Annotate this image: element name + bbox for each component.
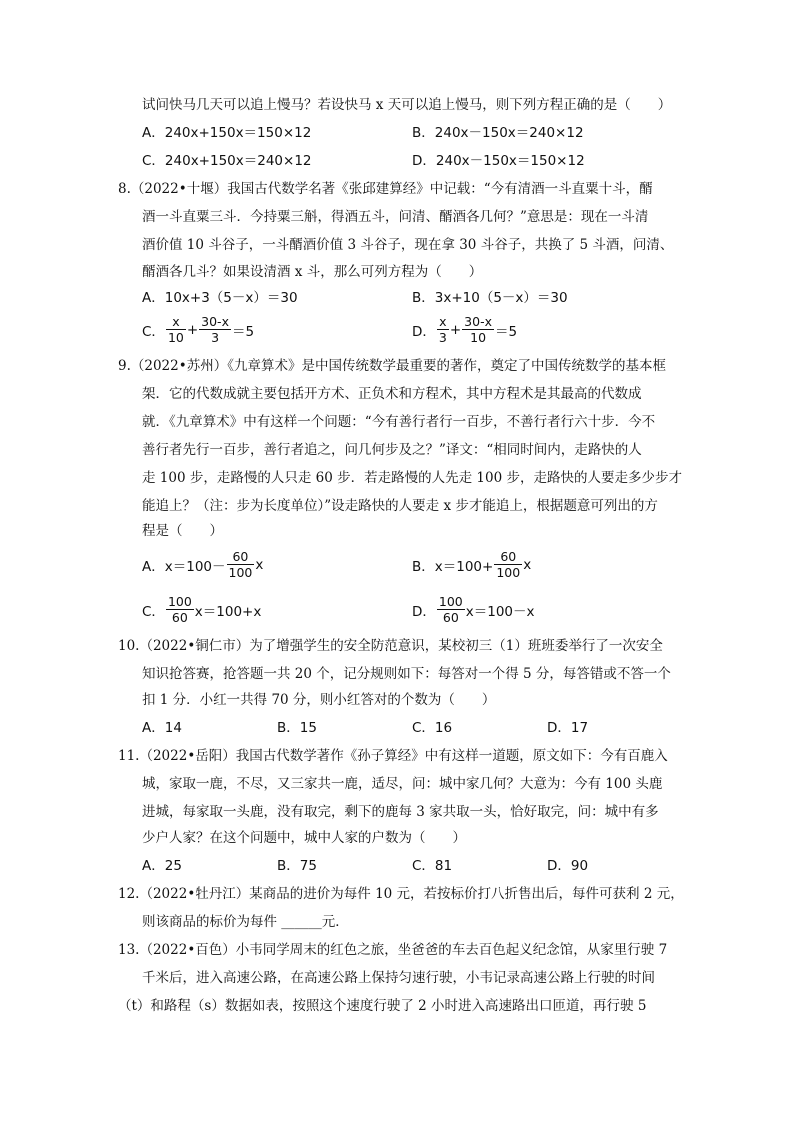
q8-text-line-3: 酒价值 10 斗谷子，一斗醑酒价值 3 斗谷子，现在拿 30 斗谷子，共换了 5 斗酒，问清、	[142, 237, 674, 253]
q8-option-c-denominator-2: 3	[211, 330, 220, 345]
q8-option-d-fraction-1	[437, 314, 449, 345]
q8-option-a: A．10x+3（5－x）＝30	[142, 290, 298, 306]
q8-option-c-plus: +	[186, 321, 199, 338]
q9-option-d-numerator: 100	[438, 594, 463, 609]
q9-option-b-label: B．	[412, 558, 435, 575]
q9-option-d-label: D．	[412, 603, 436, 620]
q8-option-c-equals: ＝5	[231, 323, 255, 340]
q8-option-c-fraction-1	[166, 314, 186, 345]
q9-text-line-5: 走 100 步，走路慢的人只走 60 步．若走路慢的人先走 100 步，走路快的人要走多少步才	[142, 470, 682, 486]
q9-text-line-7: 程是（ ）	[142, 523, 223, 539]
q8-text-line-4: 醑酒各几斗？如果设清酒 x 斗，那么可列方程为（ ）	[142, 264, 483, 280]
q9-option-b-numerator: 60	[494, 549, 522, 565]
q8-option-c-numerator-2: 30-x	[201, 314, 229, 329]
q8-option-c-numerator-1: x	[166, 314, 186, 330]
q9-option-c-numerator: 100	[167, 594, 192, 609]
q8-option-d-denominator-2: 10	[470, 330, 487, 345]
q8-option-c-fraction-2	[199, 314, 231, 345]
q10-option-c: C．16	[412, 720, 453, 736]
q10-option-b: B．15	[277, 720, 317, 736]
q9-text-line-1: 9.（2022•苏州）《九章算术》是中国传统数学最重要的著作，奠定了中国传统数学的基本框	[118, 358, 666, 374]
q7-option-d: D．240x－150x＝150×12	[412, 153, 585, 169]
q8-option-c-denominator-1: 10	[167, 330, 184, 345]
q9-option-a-denominator: 100	[228, 565, 253, 580]
q9-option-a-fraction	[227, 549, 255, 580]
q8-option-d-fraction-2	[462, 314, 494, 345]
q9-option-d	[412, 594, 535, 625]
q9-text-line-3: 就．《九章算术》中有这样一个问题：“今有善行者行一百步，不善行者行六十步．今不	[142, 414, 656, 430]
q10-text-line-3: 扣 1 分．小红一共得 70 分，则小红答对的个数为（ ）	[142, 692, 496, 708]
q10-text-line-1: 10.（2022•铜仁市）为了增强学生的安全防范意识，某校初三（1）班班委举行了一次安全	[118, 638, 663, 654]
q13-text-line-2: 千米后，进入高速公路，在高速公路上保持匀速行驶，小韦记录高速公路上行驶的时间	[142, 970, 655, 986]
q8-option-d-denominator-1: 3	[438, 330, 447, 345]
q9-option-a-suffix: x	[255, 556, 264, 573]
q7-option-a: A．240x+150x＝150×12	[142, 125, 312, 141]
q12-text-line-2: 则该商品的标价为每件 ______元．	[142, 914, 349, 930]
q9-text-line-4: 善行者先行一百步，善行者追之，问几何步及之？”译文：“相同时间内，走路快的人	[142, 442, 642, 458]
q9-option-a-numerator: 60	[227, 549, 255, 565]
q9-option-c-denominator: 60	[171, 610, 188, 625]
q9-option-b	[412, 549, 531, 580]
q11-text-line-4: 少户人家？在这个问题中，城中人家的户数为（ ）	[142, 830, 466, 846]
q9-option-a-prefix: x＝100－	[164, 558, 226, 575]
q8-text-line-2: 酒一斗直粟三斗．今持粟三斛，得酒五斗，问清、醑酒各几何？”意思是：现在一斗清	[142, 209, 649, 225]
q9-option-a-label: A．	[142, 558, 165, 575]
q9-option-a	[142, 549, 263, 580]
q9-option-c-suffix: x＝100+x	[194, 603, 262, 620]
q9-option-c	[142, 594, 261, 625]
q8-option-d-equals: ＝5	[495, 323, 518, 340]
q10-option-a: A．14	[142, 720, 182, 736]
q9-option-b-fraction	[494, 549, 522, 580]
q8-text-line-1: 8.（2022•十堰）我国古代数学名著《张邱建算经》中记载：“今有清酒一斗直粟十斗，醑	[118, 181, 653, 197]
q9-option-d-suffix: x＝100－x	[465, 603, 535, 620]
q11-option-a: A．25	[142, 858, 182, 874]
q10-text-line-2: 知识抢答赛，抢答题一共 20 个，记分规则如下：每答对一个得 5 分，每答错或不答一个	[142, 666, 671, 682]
q9-text-line-2: 架．它的代数成就主要包括开方术、正负术和方程术，其中方程术是其最高的代数成	[142, 386, 642, 402]
q7-text-line: 试问快马几天可以追上慢马？若设快马 x 天可以追上慢马，则下列方程正确的是（ ）	[142, 97, 672, 113]
q10-option-d: D．17	[547, 720, 589, 736]
q8-option-d-plus: +	[449, 321, 462, 338]
q11-option-d: D．90	[547, 858, 589, 874]
q11-option-c: C．81	[412, 858, 453, 874]
q9-option-b-denominator: 100	[496, 565, 521, 580]
q13-text-line-3: （t）和路程（s）数据如表，按照这个速度行驶了 2 小时进入高速路出口匝道，再行驶 5	[118, 998, 647, 1014]
q9-option-c-label: C．	[142, 603, 165, 620]
q8-option-d-label: D．	[412, 323, 436, 340]
q13-text-line-1: 13.（2022•百色）小韦同学周末的红色之旅，坐爸爸的车去百色起义纪念馆，从家里行驶 7	[118, 942, 668, 958]
q8-option-d	[412, 314, 517, 345]
q9-option-d-fraction	[437, 594, 465, 625]
q7-option-c: C．240x+150x＝240×12	[142, 153, 312, 169]
q9-option-b-suffix: x	[523, 556, 532, 573]
q9-option-b-prefix: x＝100+	[434, 558, 494, 575]
q8-option-c	[142, 314, 254, 345]
q11-text-line-2: 城，家取一鹿，不尽，又三家共一鹿，适尽，问：城中家几何？大意为：今有 100 头鹿	[142, 776, 663, 792]
q12-text-line-1: 12.（2022•牡丹江）某商品的进价为每件 10 元，若按标价打八折售出后，每件可获利 2 元，	[118, 886, 684, 902]
q9-text-line-6: 能追上？（注：步为长度单位）”设走路快的人要走 x 步才能追上，根据题意可列出的方	[142, 498, 658, 514]
q11-option-b: B．75	[277, 858, 317, 874]
q7-option-b: B．240x－150x＝240×12	[412, 125, 584, 141]
q11-text-line-1: 11.（2022•岳阳）我国古代数学著作《孙子算经》中有这样一道题，原文如下：今有百鹿入	[118, 748, 668, 764]
q8-option-d-numerator-2: 30-x	[464, 314, 492, 329]
q8-option-b: B．3x+10（5－x）＝30	[412, 290, 568, 306]
q11-text-line-3: 进城，每家取一头鹿，没有取完，剩下的鹿每 3 家共取一头，恰好取完，问：城中有多	[142, 804, 659, 820]
q8-option-c-label: C．	[142, 323, 165, 340]
q9-option-d-denominator: 60	[442, 610, 459, 625]
q8-option-d-numerator-1: x	[437, 314, 449, 330]
q9-option-c-fraction	[166, 594, 194, 625]
